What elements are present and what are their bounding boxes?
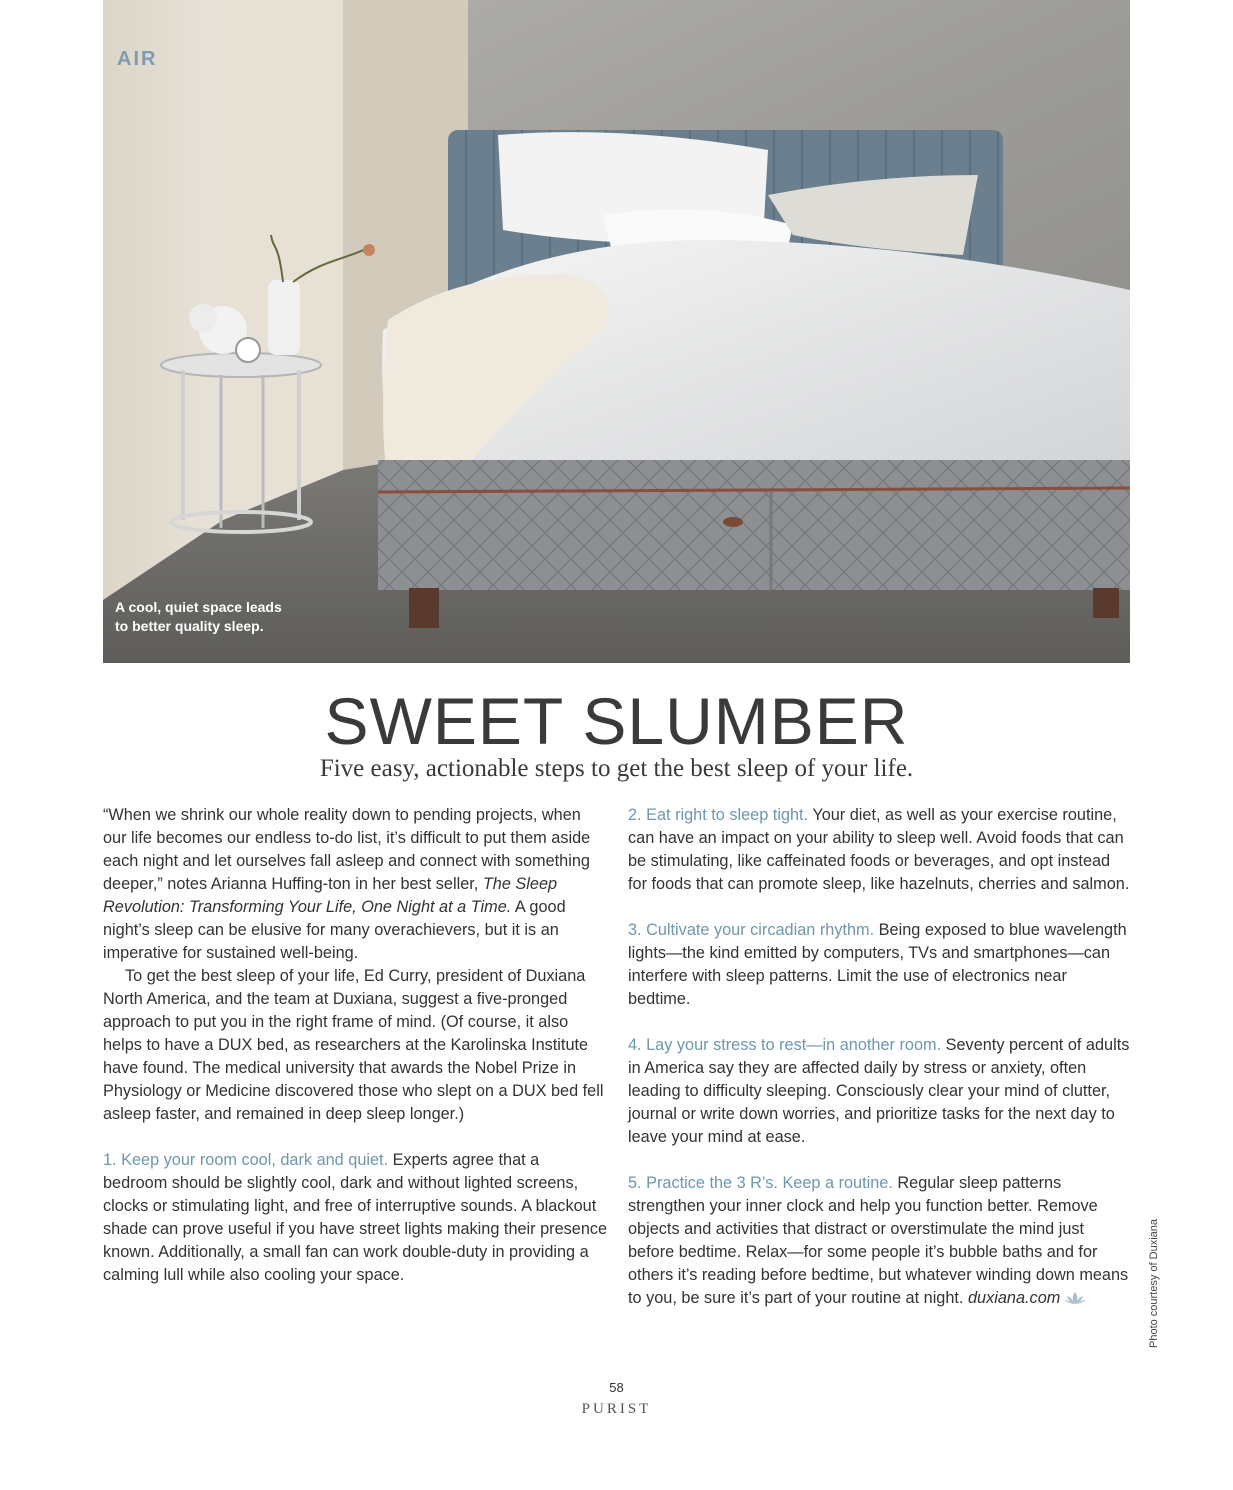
step-5-heading: 5. Practice the 3 R’s. Keep a routine. bbox=[628, 1174, 893, 1192]
intro-text-b: A good night’s sleep can be elusive for many overachievers, but it is an imperative for sustained well-being. bbox=[103, 898, 566, 962]
step-4-heading: 4. Lay your stress to rest—in another room. bbox=[628, 1036, 942, 1054]
step-5-body: Regular sleep patterns strengthen your inner clock and help you function better. Remove objects and activities that distract or overstimulate the mind just before bedtime. Relax—for some people it’s bubble baths and for others it’s reading before bedtime, but whatever winding down means to you, be sure it’s part of your routine at night. bbox=[628, 1174, 1129, 1307]
step-3-heading: 3. Cultivate your circadian rhythm. bbox=[628, 921, 875, 939]
hero-photo bbox=[103, 0, 1130, 663]
step-2 bbox=[628, 804, 1133, 896]
bedroom-illustration bbox=[103, 0, 1130, 663]
step-1-body: Experts agree that a bedroom should be slightly cool, dark and without lighted screens, clocks or stimulating light, and free of interruptive sounds. A blackout shade can prove useful if you have street lights making their presence known. Additionally, a small fan can work double-duty in providing a calming lull while also cooling your space. bbox=[103, 1151, 608, 1284]
step-5 bbox=[628, 1172, 1133, 1312]
step-1-heading: 1. Keep your room cool, dark and quiet. bbox=[103, 1151, 389, 1169]
step-4-body: Seventy percent of adults in America say they are affected daily by stress or anxiety, often leading to difficulty sleeping. Consciously clear your mind of clutter, journal or write down worries, and prioritize tasks for the next day to leave your mind at ease. bbox=[628, 1036, 1130, 1146]
lotus-icon bbox=[1064, 1289, 1086, 1312]
step-3 bbox=[628, 919, 1133, 1011]
right-column bbox=[628, 804, 1133, 1312]
intro-paragraph-1 bbox=[103, 804, 608, 965]
page-number: 58 bbox=[609, 1380, 624, 1395]
magazine-brand: PURIST bbox=[581, 1401, 652, 1417]
step-3-body: Being exposed to blue wavelength lights—the kind emitted by computers, TVs and smartphones—can interfere with sleep patterns. Limit the use of electronics near bedtime. bbox=[628, 921, 1127, 1008]
step-1 bbox=[103, 1149, 608, 1287]
intro-paragraph-2: To get the best sleep of your life, Ed Curry, president of Duxiana North America, and the team at Duxiana, suggest a five-pronged approach to put you in the right frame of mind. (Of course, it also helps to have a DUX bed, as researchers at the Karolinska Institute have found. The medical university that awards the Nobel Prize in Physiology or Medicine discovered those who slept on a DUX bed fell asleep faster, and remained in deep sleep longer.) bbox=[103, 967, 604, 1123]
step-2-body: Your diet, as well as your exercise routine, can have an impact on your ability to sleep well. Avoid foods that can be stimulating, like caffeinated foods or beverages, and opt instead for foods that can promote sleep, like hazelnuts, cherries and salmon. bbox=[628, 806, 1130, 893]
book-title: The Sleep Revolution: Transforming Your Life, One Night at a Time. bbox=[103, 875, 558, 916]
step-4 bbox=[628, 1034, 1133, 1149]
left-column bbox=[103, 804, 608, 1287]
website-link[interactable]: duxiana.com bbox=[968, 1289, 1061, 1307]
photo-credit: Photo courtesy of Duxiana bbox=[1148, 1218, 1160, 1348]
article-subtitle: Five easy, actionable steps to get the best sleep of your life. bbox=[319, 755, 914, 782]
article-title: SWEET SLUMBER bbox=[324, 684, 909, 758]
photo-caption: A cool, quiet space leads to better quality sleep. bbox=[115, 599, 282, 634]
section-label: AIR bbox=[117, 48, 158, 70]
step-2-heading: 2. Eat right to sleep tight. bbox=[628, 806, 809, 824]
intro-text-a: “When we shrink our whole reality down to pending projects, when our life becomes our endless to-do list, it’s difficult to put them aside each night and let ourselves fall asleep and connect with something deeper,” notes Arianna Huffing-ton in her best seller, bbox=[103, 806, 591, 893]
